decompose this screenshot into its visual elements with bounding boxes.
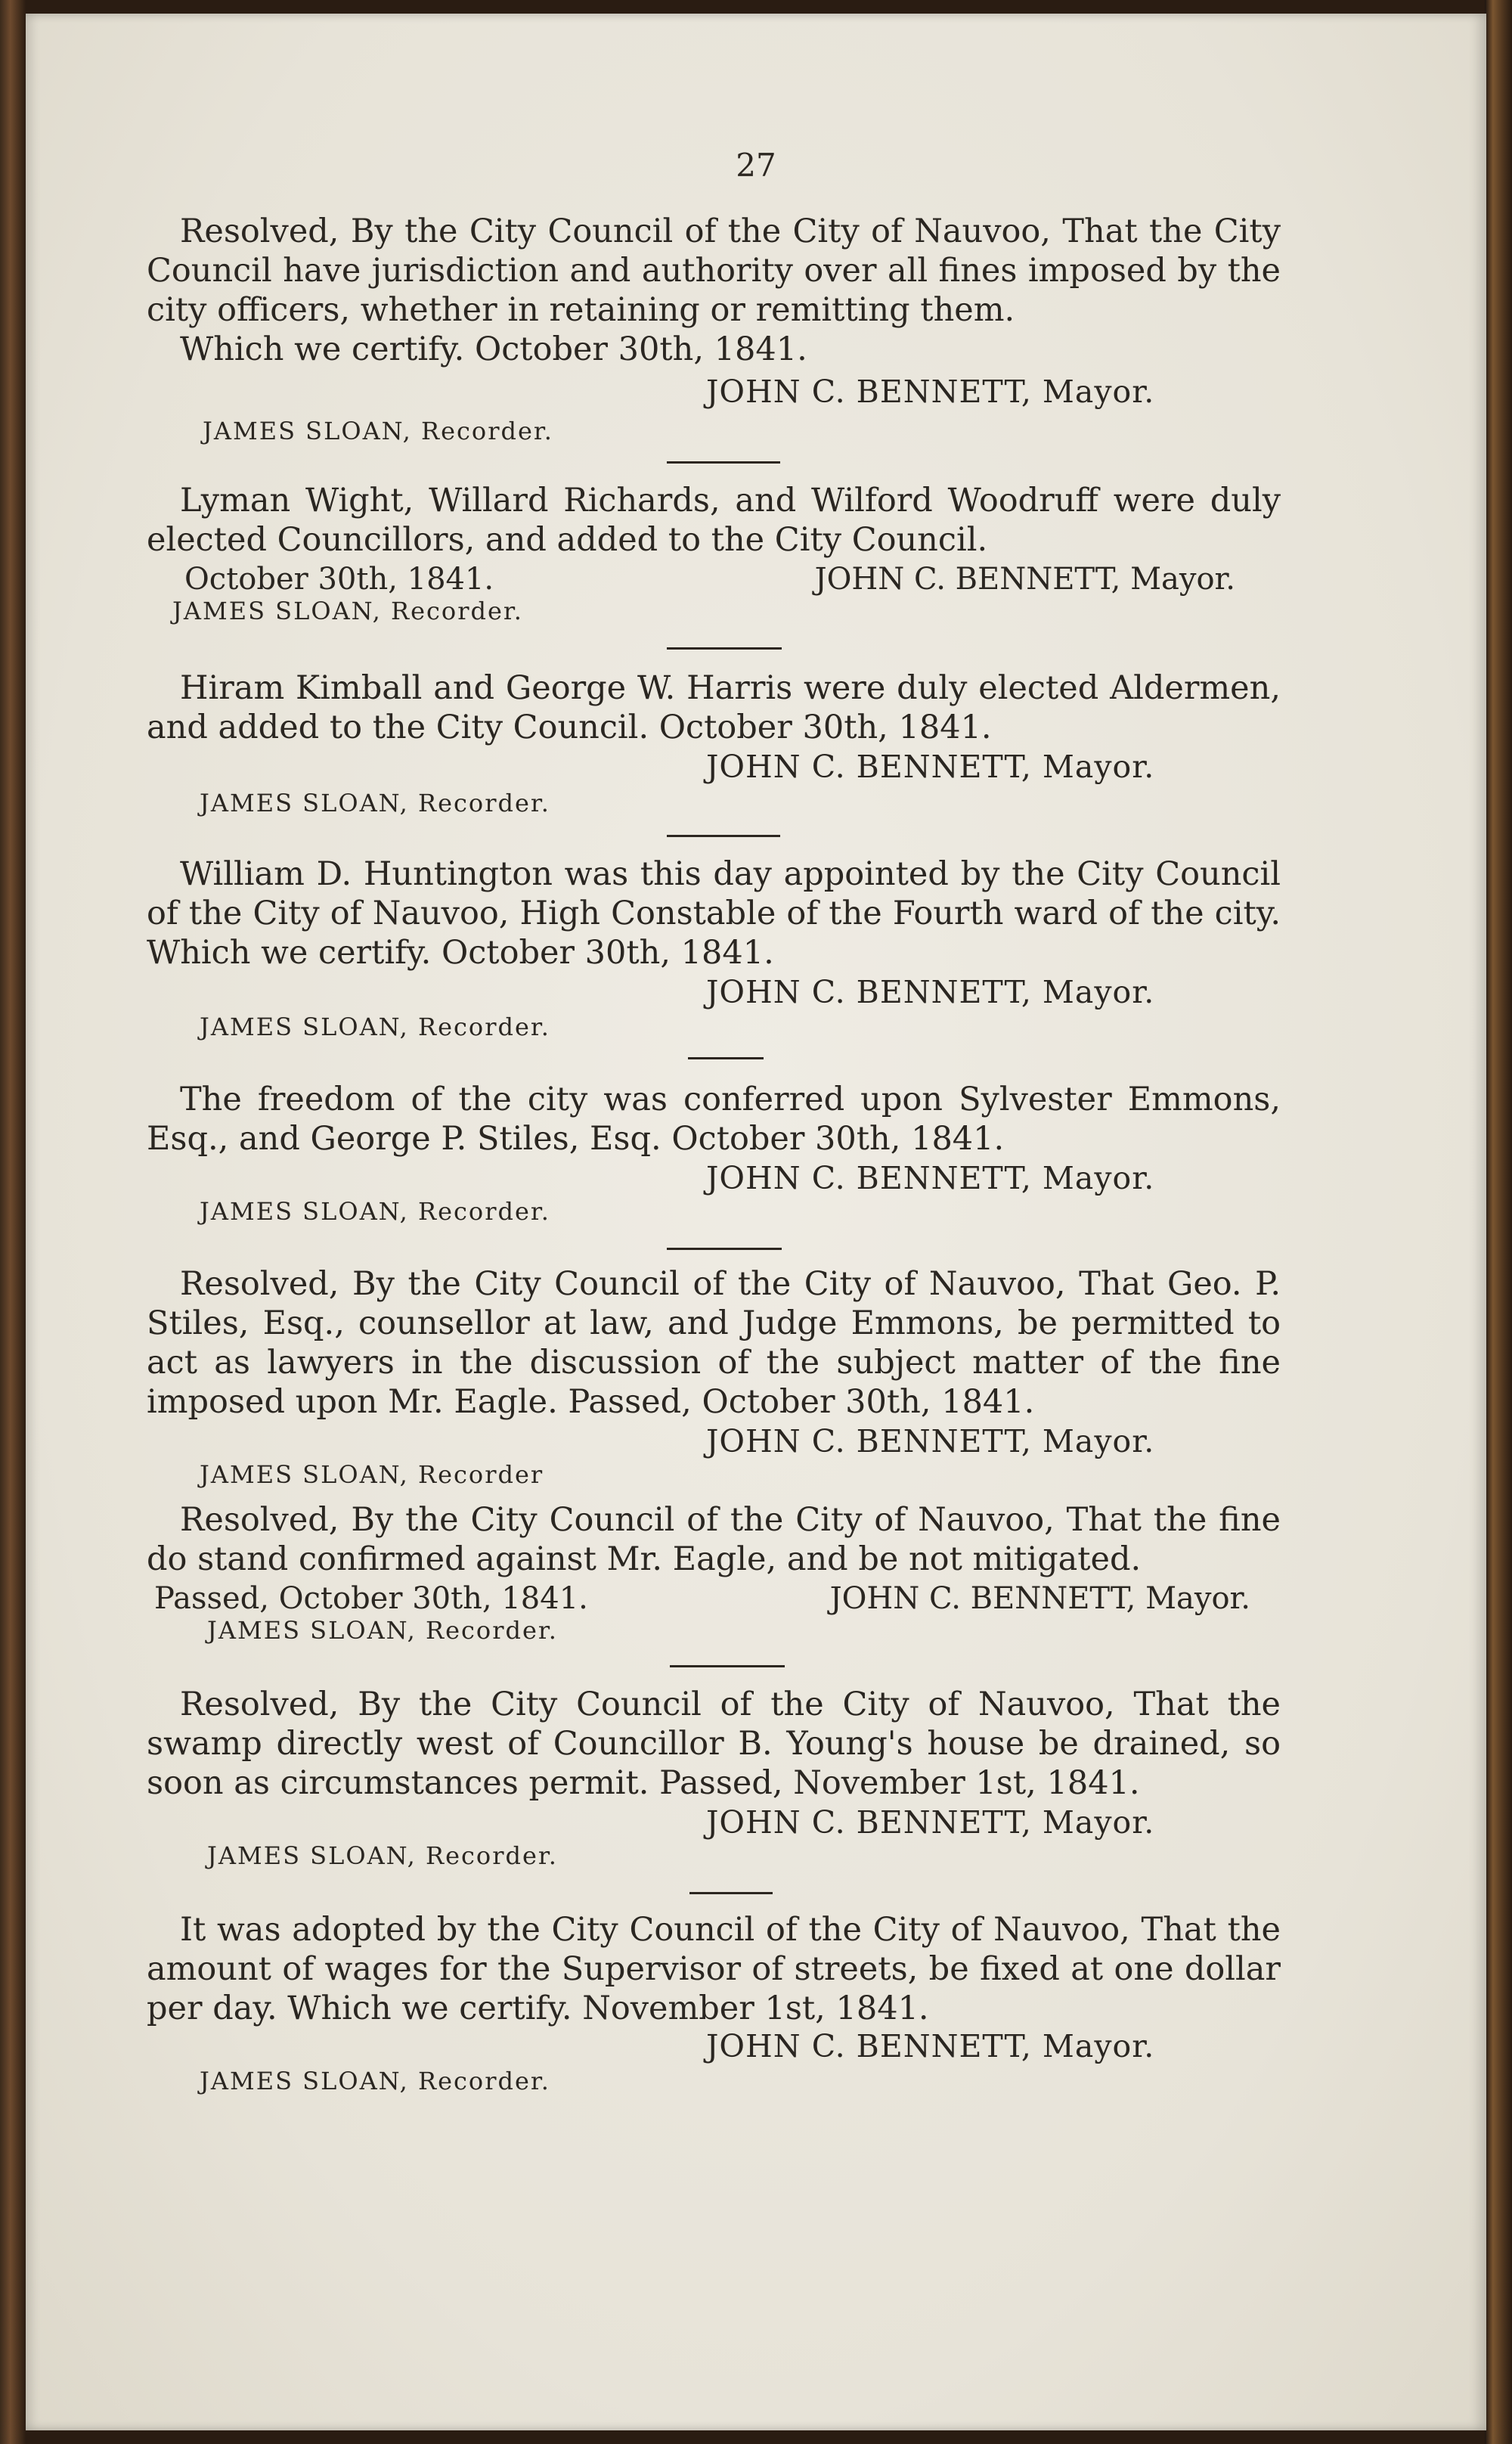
entry-8-text: Resolved, By the City Council of the City of Nauvoo, That the swamp directly west of Councillor B. Young's house be drained, so soon as circumstances permit. Passed, November 1st, 1841. [147,1686,1281,1802]
entry-1-text: Resolved, By the City Council of the City of Nauvoo, That the City Council have jurisdiction and authority over all fines imposed by the city officers, whether in retaining or remitting them. [147,212,1281,329]
entry-6-text: Resolved, By the City Council of the City of Nauvoo, That Geo. P. Stiles, Esq., counsellor at law, and Judge Emmons, be permitted to act as lawyers in the discussion of the subject matter of the fine imposed upon Mr. Eagle. Passed, October 30th, 1841. [147,1265,1281,1421]
entry-5-text: The freedom of the city was conferred upon Sylvester Emmons, Esq., and George P. Stiles, Esq. October 30th, 1841. [147,1081,1281,1158]
entry-2-date-mayor-row [184,560,1235,599]
book-binding-left [0,0,26,2444]
entry-2-recorder-signature: JAMES SLOAN, Recorder. [172,597,523,625]
section-divider [667,461,780,464]
entry-4-text: William D. Huntington was this day appointed by the City Council of the City of Nauvoo, High Constable of the Fourth ward of the city. Which we certify. October 30th, 1841. [147,855,1281,972]
section-divider [670,1665,785,1667]
section-divider [667,1248,782,1250]
section-divider [667,647,782,650]
entry-7-text: Resolved, By the City Council of the City of Nauvoo, That the fine do stand confirmed against Mr. Eagle, and be not mitigated. [147,1501,1281,1578]
entry-9-text: It was adopted by the City Council of the City of Nauvoo, That the amount of wages for the Supervisor of streets, be fixed at one dollar per day. Which we certify. November 1st, 1841. [147,1911,1281,2027]
entry-2-mayor-signature: JOHN C. BENNETT, Mayor. [814,562,1235,597]
book-page [26,14,1486,2430]
entry-3-recorder-signature: JAMES SLOAN, Recorder. [200,789,550,817]
section-divider [688,1057,764,1059]
entry-6-recorder-signature: JAMES SLOAN, Recorder [200,1460,544,1489]
entry-2-text: Lyman Wight, Willard Richards, and Wilford Woodruff were duly elected Councillors, and added to the City Council. [147,482,1281,559]
entry-9-recorder-signature: JAMES SLOAN, Recorder. [200,2067,550,2095]
entry-8-mayor-signature: JOHN C. BENNETT, Mayor. [706,1804,1155,1841]
entry-1-recorder-signature: JAMES SLOAN, Recorder. [203,417,553,445]
entry-4-recorder-signature: JAMES SLOAN, Recorder. [200,1013,550,1041]
entry-9-mayor-signature: JOHN C. BENNETT, Mayor. [706,2028,1155,2064]
entry-8-recorder-signature: JAMES SLOAN, Recorder. [207,1841,558,1870]
book-binding-right [1485,0,1512,2444]
entry-4-mayor-signature: JOHN C. BENNETT, Mayor. [706,974,1155,1010]
entry-5-recorder-signature: JAMES SLOAN, Recorder. [200,1197,550,1226]
entry-7-date-mayor-row [154,1579,1250,1618]
entry-5-mayor-signature: JOHN C. BENNETT, Mayor. [706,1160,1155,1196]
entry-7-date: Passed, October 30th, 1841. [154,1581,588,1616]
page-number: 27 [736,147,776,184]
entry-2-date: October 30th, 1841. [184,562,494,597]
section-divider [667,835,780,837]
entry-7-mayor-signature: JOHN C. BENNETT, Mayor. [829,1581,1250,1616]
entry-1-date: Which we certify. October 30th, 1841. [180,330,807,368]
entry-7-recorder-signature: JAMES SLOAN, Recorder. [207,1616,558,1645]
entry-3-text: Hiram Kimball and George W. Harris were duly elected Aldermen, and added to the City Council. October 30th, 1841. [147,669,1281,746]
entry-6-mayor-signature: JOHN C. BENNETT, Mayor. [706,1423,1155,1459]
entry-1-mayor-signature: JOHN C. BENNETT, Mayor. [706,374,1155,410]
section-divider [689,1892,773,1894]
entry-3-mayor-signature: JOHN C. BENNETT, Mayor. [706,749,1155,785]
